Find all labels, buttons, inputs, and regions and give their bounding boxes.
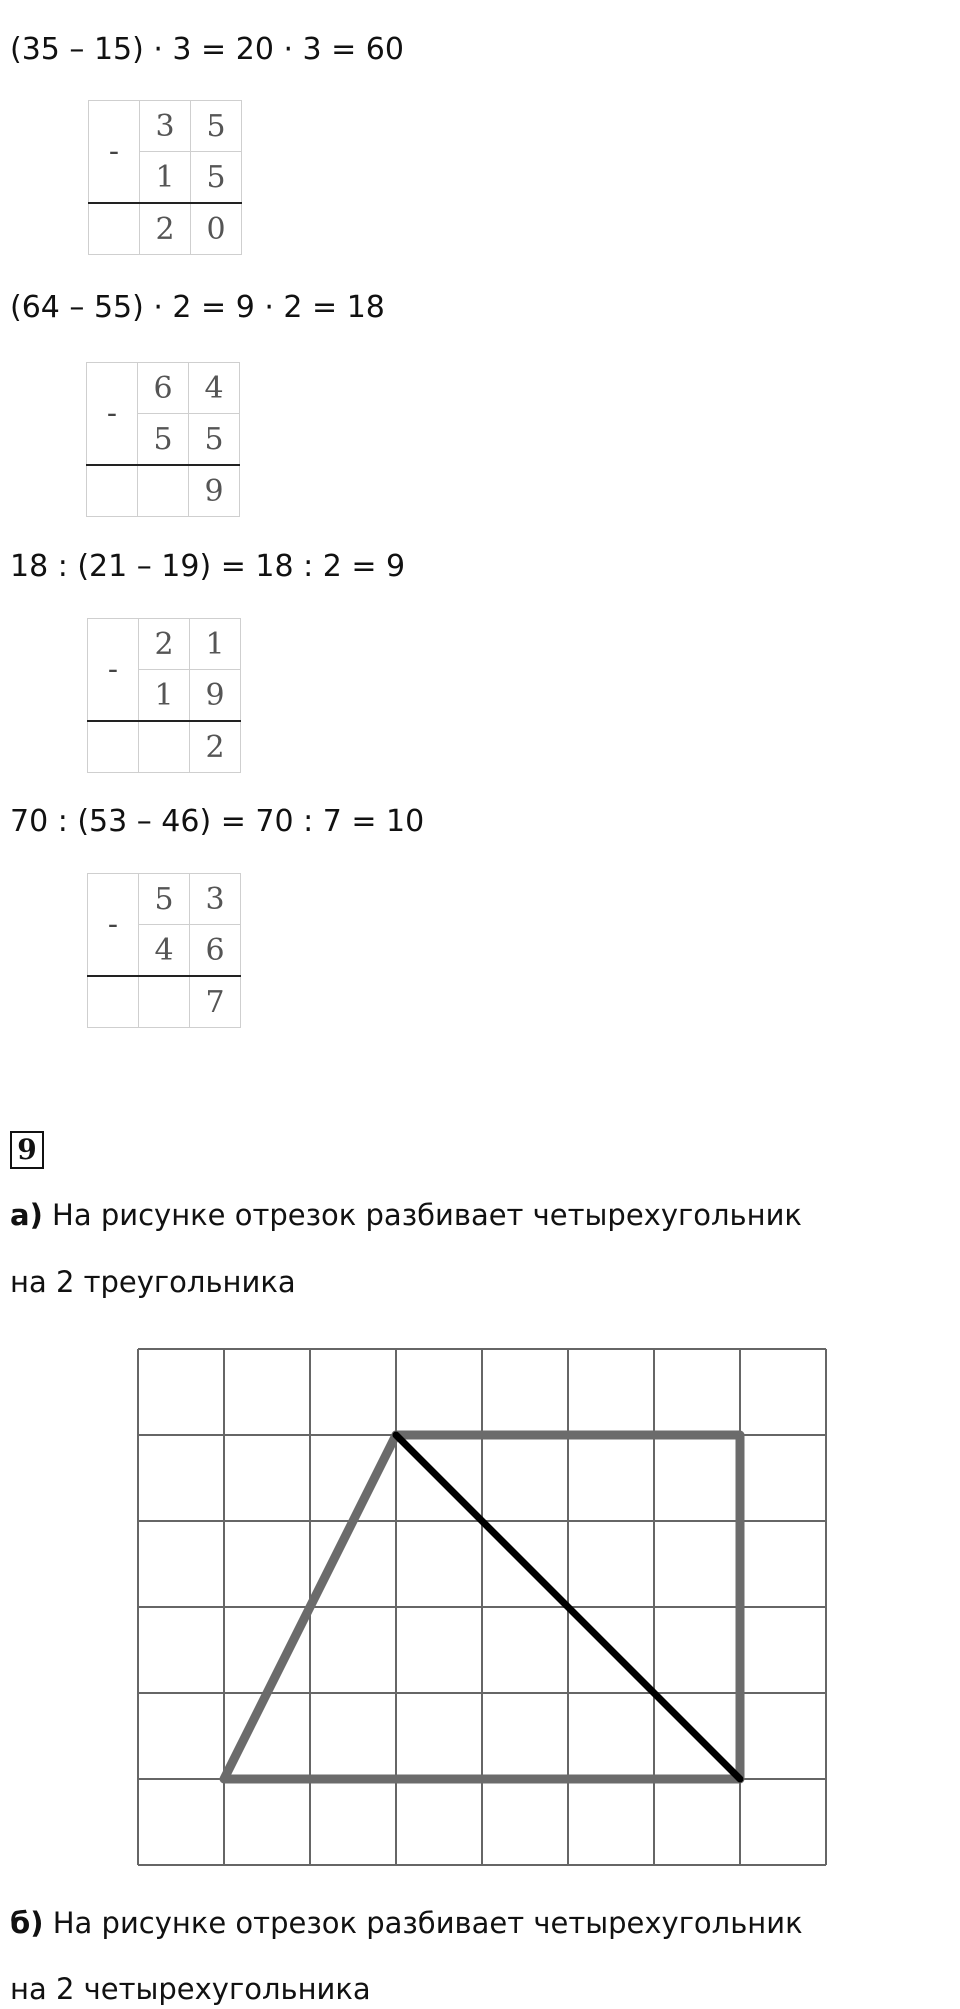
grid-figure: [122, 1333, 834, 1877]
digit: 3: [190, 874, 241, 925]
grid-lines: [138, 1349, 826, 1865]
result-digit: 9: [189, 465, 240, 517]
digit: 1: [140, 152, 191, 204]
result-digit: [139, 976, 190, 1028]
digit: 5: [189, 414, 240, 466]
result-digit: 2: [140, 203, 191, 255]
result-digit: [139, 721, 190, 773]
equation-2: (64 – 55) · 2 = 9 · 2 = 18: [10, 290, 385, 325]
empty-cell: [88, 976, 139, 1028]
result-digit: 2: [190, 721, 241, 773]
task-number: 9: [10, 1131, 44, 1169]
column-subtraction-1: [88, 100, 242, 255]
minus-sign: -: [89, 101, 140, 204]
part-a-line-2: на 2 треугольника: [10, 1265, 296, 1299]
part-a-text: На рисунке отрезок разбивает четырехугольник: [52, 1198, 802, 1232]
digit: 6: [190, 925, 241, 977]
equation-4: 70 : (53 – 46) = 70 : 7 = 10: [10, 804, 425, 839]
digit: 2: [139, 619, 190, 670]
part-b-line-1: [10, 1905, 803, 1941]
equation-3: 18 : (21 – 19) = 18 : 2 = 9: [10, 549, 406, 584]
empty-cell: [88, 721, 139, 773]
digit: 4: [189, 363, 240, 414]
result-digit: 0: [191, 203, 242, 255]
digit: 5: [191, 101, 242, 152]
digit: 5: [191, 152, 242, 204]
part-b-line-2: на 2 четырехугольника: [10, 1972, 371, 2006]
empty-cell: [87, 465, 138, 517]
digit: 9: [190, 670, 241, 722]
digit: 5: [138, 414, 189, 466]
digit: 4: [139, 925, 190, 977]
digit: 3: [140, 101, 191, 152]
result-digit: [138, 465, 189, 517]
part-b-label: б): [10, 1906, 44, 1940]
minus-sign: -: [88, 619, 139, 722]
result-digit: 7: [190, 976, 241, 1028]
empty-cell: [89, 203, 140, 255]
digit: 1: [139, 670, 190, 722]
minus-sign: -: [88, 874, 139, 977]
part-a-label: а): [10, 1198, 43, 1232]
digit: 6: [138, 363, 189, 414]
equation-1: (35 – 15) · 3 = 20 · 3 = 60: [10, 32, 404, 67]
column-subtraction-3: [87, 618, 241, 773]
digit: 5: [139, 874, 190, 925]
digit: 1: [190, 619, 241, 670]
part-b-text: На рисунке отрезок разбивает четырехугольник: [52, 1906, 803, 1940]
part-a-line-1: [10, 1197, 802, 1233]
column-subtraction-2: [86, 362, 240, 517]
column-subtraction-4: [87, 873, 241, 1028]
minus-sign: -: [87, 363, 138, 466]
